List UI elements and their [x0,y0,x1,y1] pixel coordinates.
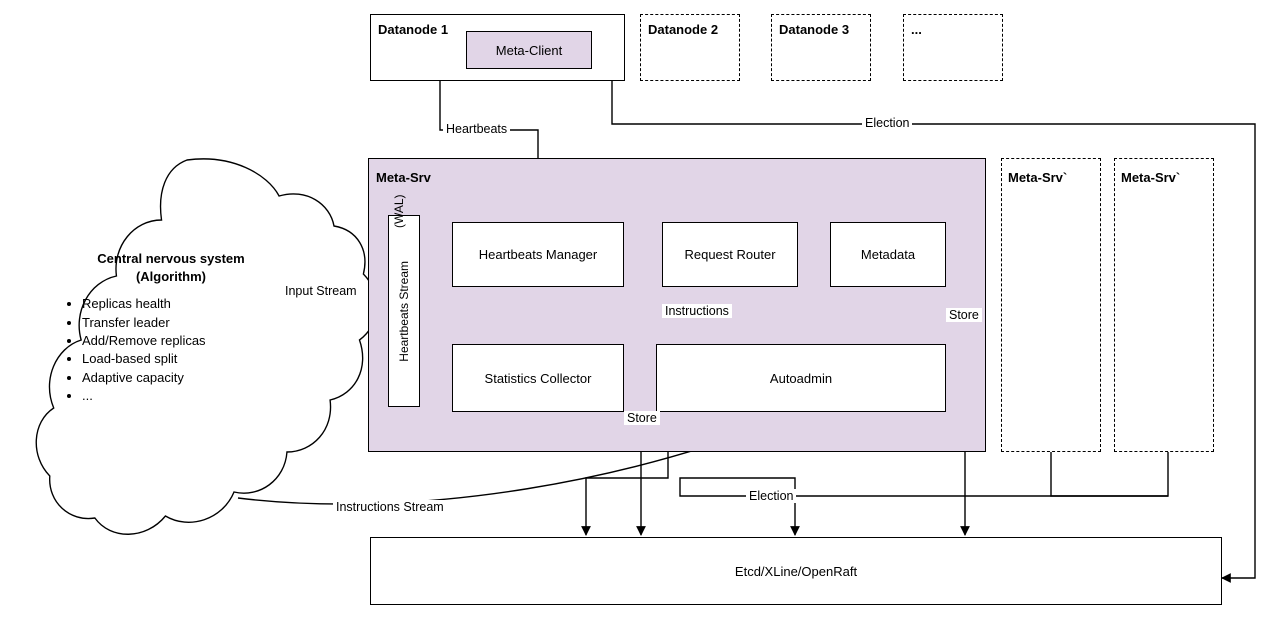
request-router-label: Request Router [684,247,776,262]
wal-label: (WAL) [392,194,406,228]
autoadmin-label: Autoadmin [769,370,833,386]
statistics-collector-box[interactable] [452,344,624,412]
datanode-2-label: Datanode 2 [648,22,719,37]
edge-label-heartbeats: Heartbeats [443,122,510,136]
cloud-list-item: • Add/Remove replicas [82,332,282,350]
cloud-list-item: • Adaptive capacity [82,369,282,387]
store-box[interactable] [370,537,1222,605]
edge-label-election-bottom: Election [746,489,796,503]
statistics-collector-label: Statistics Collector [484,370,592,386]
cloud-title-line1: Central nervous system [97,251,245,266]
datanode-1-label: Datanode 1 [378,22,449,37]
heartbeats-manager-label: Heartbeats Manager [478,247,598,262]
edge-label-store-right: Store [946,308,982,322]
meta-srv-title: Meta-Srv [376,170,431,185]
edge-label-instructions: Instructions [662,304,732,318]
edge-label-input-stream: Input Stream [282,284,360,298]
cloud-content [60,250,282,406]
edge-label-store-left: Store [624,411,660,425]
cloud-list-item: • Load-based split [82,350,282,368]
meta-srv-replica-2[interactable] [1114,158,1214,452]
meta-srv-replica-1-label: Meta-Srv` [1008,170,1068,185]
heartbeats-manager-box[interactable] [452,222,624,287]
edge-label-election-top: Election [862,116,912,130]
cloud-title [60,250,282,285]
cloud-list-item: • ... [82,387,282,405]
wal-heartbeats-stream-label: Heartbeats Stream [397,260,411,362]
metadata-label: Metadata [860,247,916,262]
meta-srv-replica-2-label: Meta-Srv` [1121,170,1181,185]
meta-srv-replica-1[interactable] [1001,158,1101,452]
meta-client-label: Meta-Client [495,42,563,58]
datanode-3-label: Datanode 3 [779,22,850,37]
datanode-more-label: ... [911,22,922,37]
cloud-list-item: • Transfer leader [82,314,282,332]
wal-heartbeats-stream-box[interactable] [388,215,420,407]
cloud-list-item: • Replicas health [82,295,282,313]
wal-label-wrapper [392,194,426,242]
request-router-box[interactable] [662,222,798,287]
meta-client-box[interactable] [466,31,592,69]
autoadmin-box[interactable] [656,344,946,412]
store-box-label: Etcd/XLine/OpenRaft [734,563,858,579]
cloud-item-list [60,295,282,406]
metadata-box[interactable] [830,222,946,287]
edge-label-instructions-stream: Instructions Stream [333,500,447,514]
cloud-title-line2: (Algorithm) [135,268,207,284]
